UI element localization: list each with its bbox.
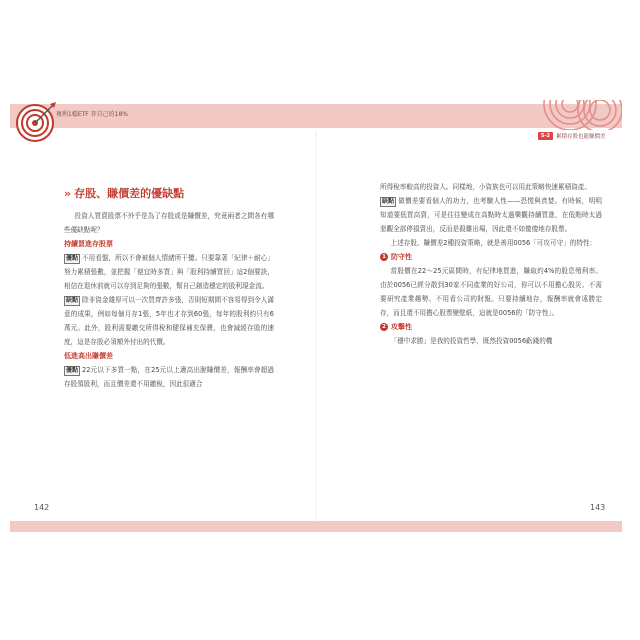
intro-paragraph: 投資人買賣股票不外乎是為了存股或是賺價差，究竟兩者之間各有哪些優缺點呢？ <box>64 212 274 234</box>
left-heading-text: 存股、賺價差的優缺點 <box>74 187 185 200</box>
subheading-trade: 低進高出賺價差 <box>64 352 113 360</box>
right-para-1: 所得稅率較高的投資人。同樣地，小資族也可以用此策略快速累積資產。 <box>380 183 591 191</box>
point-defense-title: 防守性 <box>391 253 412 261</box>
pro-paragraph-2 <box>64 363 274 391</box>
page-gutter <box>315 130 317 530</box>
con-paragraph-2 <box>380 194 602 236</box>
left-page-number: 142 <box>34 503 50 512</box>
con-tag: 缺點 <box>66 297 79 304</box>
right-page-content <box>380 180 602 348</box>
point-offense-title: 攻擊性 <box>391 323 412 331</box>
con-paragraph-1 <box>64 293 274 349</box>
footer-band <box>10 521 622 532</box>
double-chevron-icon: » <box>64 186 70 200</box>
pro-tag: 優點 <box>66 255 79 262</box>
subheading-hold: 持續買進存股票 <box>64 240 113 248</box>
point-defense <box>380 250 602 264</box>
target-icon <box>12 100 58 146</box>
pro-paragraph-1 <box>64 251 274 293</box>
section-badge <box>538 131 606 140</box>
number-circle-icon: 2 <box>380 323 388 331</box>
point-offense <box>380 320 602 334</box>
right-page-number: 143 <box>590 503 606 512</box>
swirl-decoration-icon <box>450 100 622 130</box>
con-tag-2: 缺點 <box>382 198 395 205</box>
right-para-2: 上述存股、賺價差2種投資策略，就是善用0056「可攻可守」的特性： <box>390 239 597 247</box>
book-spread <box>10 100 622 532</box>
pro-tag-2: 優點 <box>66 367 79 374</box>
left-heading <box>64 185 274 201</box>
pro-text-1: 不用看盤，所以不會被個人情緒所干擾。只要靠著「紀律＋耐心」努力累積張數，並把握「便宜時多買」與「股利持續買回」這2個要訣，相信在退休前就可以存到足夠的張數，幫自己創造穩定的股利現金流。 <box>64 254 274 290</box>
number-circle-icon: 1 <box>380 253 388 261</box>
con-text-1: 除非資金雄厚可以一次買齊許多張，否則短期間不容易得到令人滿意的成果，例如每個月存1張，5年也才存到60張，每年的股利約只有6萬元。此外，股利需要繳交所得稅和健保補充保費，也會減緩存股的速度，這是存股必須額外付出的代價。 <box>64 296 274 346</box>
con-text-2: 做價差要看個人的功力，也考驗人性——恐慌與貪婪。有時候，明明知道要低買高賣，可是往往變成在高點時太過樂觀持續買進，在低點時太過悲觀全部停損賣出，反而是殺雞出場，因此還不如傻傻地存股票。 <box>380 197 602 233</box>
pro-text-2: 22元以下多買一點，在25元以上適高出脫賺價差，報酬率會超過存股領股利，而且價差還不用繳稅，因此很適合 <box>64 366 274 388</box>
left-page-content <box>64 185 274 391</box>
section-number: 5-2 <box>538 132 553 140</box>
section-title: 累積存股也能賺價差 <box>556 133 606 140</box>
point-defense-text: 當股價在22～25元區間時，有紀律地買進，賺取約4%的股息殖利率。由於0056已經分散到30家不同產業的好公司，你可以不用擔心股災、不需要研究產業趨勢、不用看公司的財報。只要持續地存，報酬率就會遠勝定存，而且還不用擔心股票變壁紙，這就是0056的「防守性」。 <box>380 267 602 317</box>
book-title: 複利1檔ETF 存自己的18% <box>56 111 128 118</box>
point-offense-text: 「穩中求勝」是我的投資哲學，既然投資0056虧錢的機 <box>390 337 553 345</box>
